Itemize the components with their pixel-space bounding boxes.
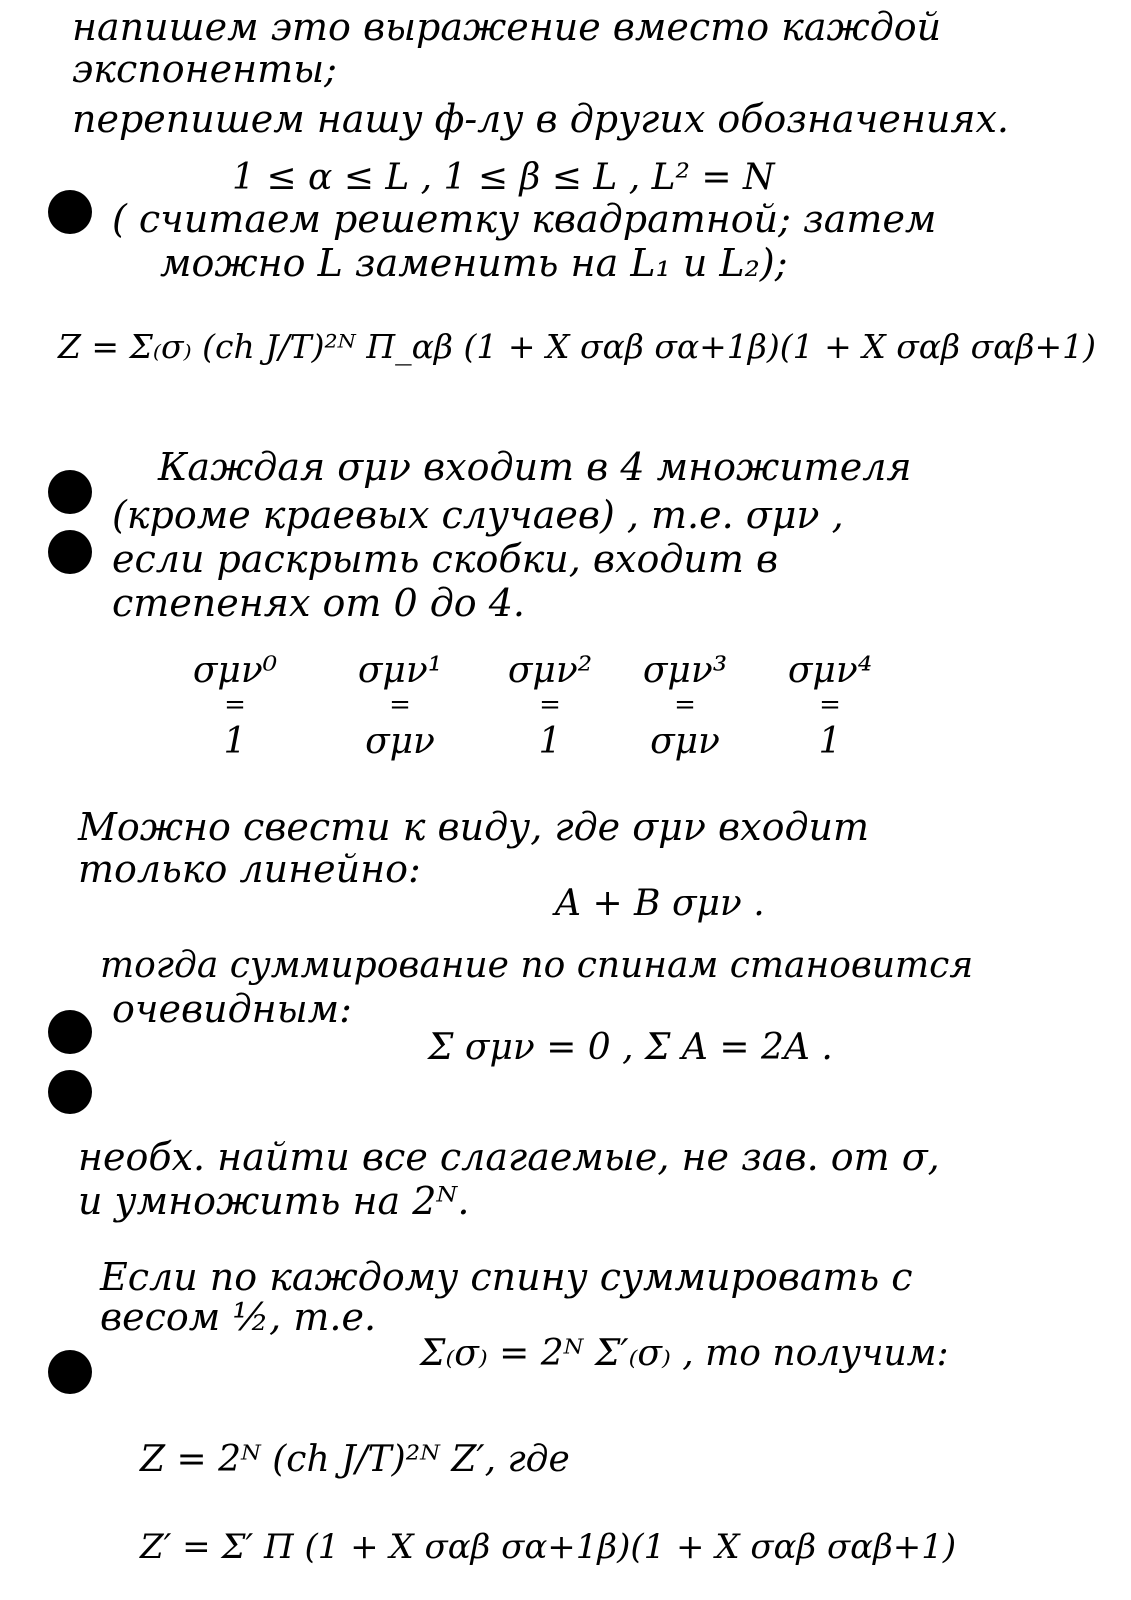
formula-line: A + B σμν . (555, 883, 765, 924)
power-column (190, 650, 280, 763)
power-column (785, 650, 875, 763)
text-line: перепишем нашу ф-лу в других обозначениях. (72, 97, 1009, 141)
text-line: (кроме краевых случаев) , т.е. σμν , (112, 493, 844, 537)
power-cell: σμν⁰ (192, 650, 278, 691)
text-line: и умножить на 2ᴺ. (78, 1179, 470, 1223)
bullet-mark-5 (48, 1070, 92, 1114)
power-column (505, 650, 595, 763)
formula-partition-function: Z = Σ₍σ₎ (ch J/T)²ᴺ Π_αβ (1 + X σαβ σα+1β)(1 + X σαβ σαβ+1) (58, 327, 1097, 366)
equals-mark: = (224, 690, 246, 721)
formula-line: 1 ≤ α ≤ L , 1 ≤ β ≤ L , L² = N (232, 157, 775, 198)
power-column (355, 650, 445, 763)
text-line: экспоненты; (72, 47, 337, 91)
text-line: Каждая σμν входит в 4 множителя (158, 445, 912, 489)
formula-z: Z = 2ᴺ (ch J/T)²ᴺ Z′, где (140, 1439, 570, 1480)
formula-weighted-sum: Σ₍σ₎ = 2ᴺ Σ′₍σ₎ , то получим: (420, 1333, 949, 1374)
formula-z-prime: Z′ = Σ′ Π (1 + X σαβ σα+1β)(1 + X σαβ σαβ+1) (140, 1527, 957, 1567)
power-value: 1 (538, 721, 562, 763)
equals-mark: = (674, 690, 696, 721)
power-cell: σμν³ (642, 650, 728, 691)
text-line: ( считаем решетку квадратной; затем (112, 197, 937, 241)
power-value: σμν (365, 721, 435, 763)
text-line: только линейно: (78, 847, 421, 891)
power-cell: σμν² (507, 650, 593, 691)
text-line: очевидным: (112, 987, 352, 1031)
text-line: если раскрыть скобки, входит в (112, 537, 779, 581)
equals-mark: = (819, 690, 841, 721)
power-value: σμν (650, 721, 720, 763)
text-line: можно L заменить на L₁ и L₂); (160, 241, 788, 285)
bullet-mark-4 (48, 1010, 92, 1054)
equals-mark: = (539, 690, 561, 721)
formula-spin-sums: Σ σμν = 0 , Σ A = 2A . (428, 1027, 833, 1068)
bullet-mark-1 (48, 190, 92, 234)
text-line: весом ½, т.е. (100, 1295, 377, 1339)
power-cell: σμν⁴ (787, 650, 873, 691)
text-line: напишем это выражение вместо каждой (72, 5, 942, 49)
text-line: необх. найти все слагаемые, не зав. от σ, (78, 1135, 940, 1179)
text-line: тогда суммирование по спинам становится (100, 945, 974, 986)
bullet-mark-3 (48, 530, 92, 574)
text-line: Можно свести к виду, где σμν входит (78, 805, 870, 849)
text-line: Если по каждому спину суммировать с (100, 1255, 913, 1299)
equals-mark: = (389, 690, 411, 721)
power-cell: σμν¹ (357, 650, 443, 691)
text-line: степенях от 0 до 4. (112, 581, 526, 625)
bullet-mark-2 (48, 470, 92, 514)
bullet-mark-6 (48, 1350, 92, 1394)
power-value: 1 (818, 721, 842, 763)
power-value: 1 (223, 721, 247, 763)
power-column (640, 650, 730, 763)
